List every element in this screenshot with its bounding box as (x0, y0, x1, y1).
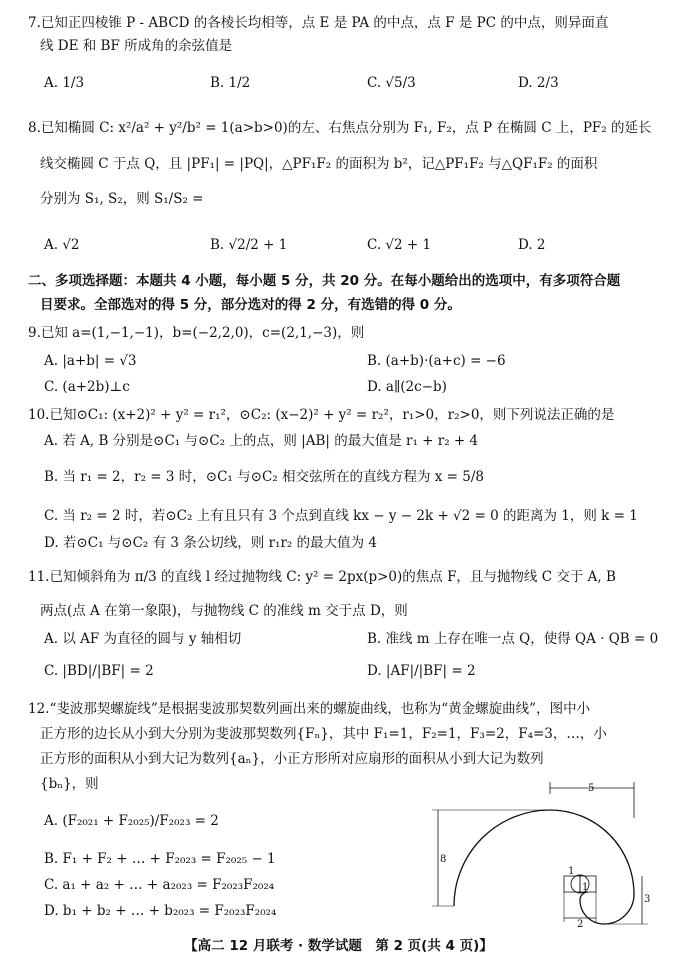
q12-option-c: C. a₁ + a₂ + … + a₂₀₂₃ = F₂₀₂₃F₂₀₂₄ (44, 877, 275, 893)
q8-stem-line1: 8.已知椭圆 C: x²/a² + y²/b² = 1(a>b>0)的左、右焦点分别为 F₁, F₂，点 P 在椭圆 C 上，PF₂ 的延长 (28, 120, 652, 136)
q7-stem-line2: 线 DE 和 BF 所成角的余弦值是 (40, 38, 233, 54)
q12-stem-line3: 正方形的面积从小到大记为数列{aₙ}，小正方形所对应扇形的面积从小到大记为数列 (40, 751, 544, 767)
label-1-inner: 1 (582, 882, 589, 893)
q10-option-c: C. 当 r₂ = 2 时，若⊙C₂ 上有且只有 3 个点到直线 kx − y − 2k + √2 = 0 的距离为 1，则 k = 1 (44, 508, 638, 524)
q7-option-d: D. 2/3 (518, 75, 559, 91)
label-8: 8 (440, 854, 447, 865)
q9-option-a: A. |a+b| = √3 (44, 353, 137, 369)
q12-option-b: B. F₁ + F₂ + … + F₂₀₂₃ = F₂₀₂₅ − 1 (44, 851, 276, 867)
q9-stem: 9.已知 a=(1,−1,−1)，b=(−2,2,0)，c=(2,1,−3)，则 (28, 325, 365, 341)
q10-option-d: D. 若⊙C₁ 与⊙C₂ 有 3 条公切线，则 r₁r₂ 的最大值为 4 (44, 535, 377, 551)
section2-heading-line1: 二、多项选择题：本题共 4 小题，每小题 5 分，共 20 分。在每小题给出的选项中，有多项符合题 (28, 273, 621, 289)
fibonacci-spiral-figure (430, 778, 660, 928)
q9-option-b: B. (a+b)·(a+c) = −6 (367, 353, 506, 369)
section2-heading-line2: 目要求。全部选对的得 5 分，部分选对的得 2 分，有选错的得 0 分。 (40, 297, 461, 313)
q8-option-a: A. √2 (44, 237, 80, 253)
q8-stem-line3: 分别为 S₁, S₂，则 S₁/S₂ = (40, 191, 204, 207)
label-5: 5 (588, 783, 595, 794)
q7-option-a: A. 1/3 (44, 75, 85, 91)
q11-option-d: D. |AF|/|BF| = 2 (367, 663, 476, 679)
q11-stem-line2: 两点(点 A 在第一象限)，与抛物线 C 的准线 m 交于点 D，则 (40, 603, 408, 619)
q9-option-c: C. (a+2b)⊥c (44, 379, 130, 395)
q12-stem-line2: 正方形的边长从小到大分别为斐波那契数列{Fₙ}，其中 F₁=1，F₂=1，F₃=2，F₄=3，…，小 (40, 726, 607, 742)
q12-stem-line1: 12.“斐波那契螺旋线”是根据斐波那契数列画出来的螺旋曲线，也称为“黄金螺旋曲线”，图中小 (28, 701, 591, 717)
q8-stem-line2: 线交椭圆 C 于点 Q，且 |PF₁| = |PQ|，△PF₁F₂ 的面积为 b²，记△PF₁F₂ 与△QF₁F₂ 的面积 (40, 156, 598, 172)
label-1-top: 1 (568, 866, 575, 877)
q11-option-b: B. 准线 m 上存在唯一点 Q，使得 QA · QB = 0 (367, 631, 659, 647)
q8-option-d: D. 2 (518, 237, 546, 253)
q7-option-c: C. √5/3 (367, 75, 416, 91)
q10-option-a: A. 若 A, B 分别是⊙C₁ 与⊙C₂ 上的点，则 |AB| 的最大值是 r₁ + r₂ + 4 (44, 433, 479, 449)
label-2: 2 (577, 919, 584, 928)
label-3: 3 (644, 894, 651, 905)
q9-option-d: D. a∥(2c−b) (367, 379, 447, 395)
q11-option-a: A. 以 AF 为直径的圆与 y 轴相切 (44, 631, 242, 647)
q7-stem-line1: 7.已知正四棱锥 P - ABCD 的各棱长均相等，点 E 是 PA 的中点，点 F 是 PC 的中点，则异面直 (28, 15, 609, 31)
q11-option-c: C. |BD|/|BF| = 2 (44, 663, 154, 679)
page-footer: 【高二 12 月联考 · 数学试题 第 2 页(共 4 页)】 (184, 938, 493, 954)
q11-stem-line1: 11.已知倾斜角为 π/3 的直线 l 经过抛物线 C: y² = 2px(p>0)的焦点 F，且与抛物线 C 交于 A, B (28, 569, 616, 585)
q10-option-b: B. 当 r₁ = 2，r₂ = 3 时，⊙C₁ 与⊙C₂ 相交弦所在的直线方程为 x = 5/8 (44, 469, 484, 485)
q12-option-d: D. b₁ + b₂ + … + b₂₀₂₃ = F₂₀₂₃F₂₀₂₄ (44, 903, 277, 919)
q8-option-c: C. √2 + 1 (367, 237, 432, 253)
q12-option-a: A. (F₂₀₂₁ + F₂₀₂₅)/F₂₀₂₃ = 2 (44, 813, 219, 829)
q10-stem: 10.已知⊙C₁: (x+2)² + y² = r₁²，⊙C₂: (x−2)² + y² = r₂²，r₁>0，r₂>0，则下列说法正确的是 (28, 407, 615, 423)
q7-option-b: B. 1/2 (210, 75, 251, 91)
q12-stem-line4: {bₙ}，则 (40, 776, 99, 792)
q8-option-b: B. √2/2 + 1 (210, 237, 288, 253)
